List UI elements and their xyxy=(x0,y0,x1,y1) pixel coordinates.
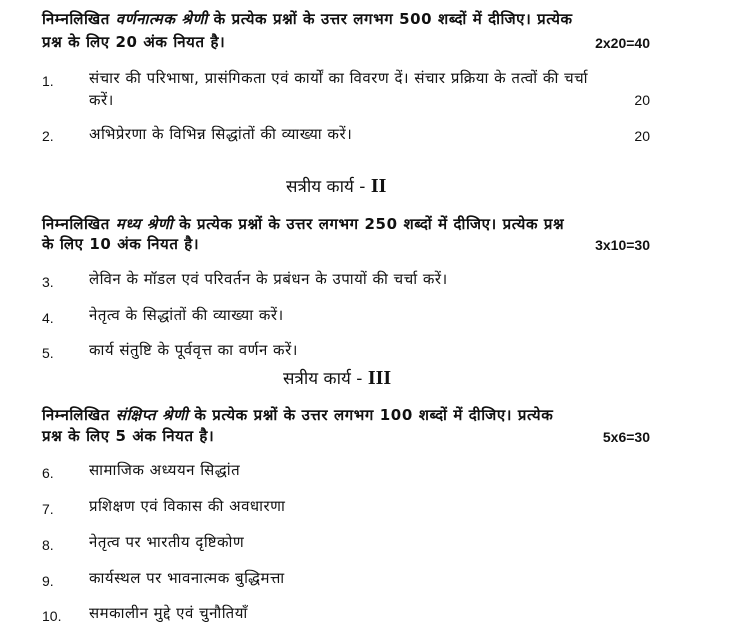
section2-marks-formula: 3x10=30 xyxy=(595,237,650,253)
instruction-text: निम्नलिखित xyxy=(42,406,116,424)
section3-instruction-line1 xyxy=(42,405,553,425)
section3-marks-formula: 5x6=30 xyxy=(602,429,650,445)
question-number: 3. xyxy=(42,274,54,290)
question-text: कार्य संतुष्टि के पूर्ववृत्त का वर्णन करें। xyxy=(89,341,298,359)
question-number: 5. xyxy=(42,345,54,361)
heading-text: सत्रीय कार्य - xyxy=(286,177,371,197)
question-text: अभिप्रेरणा के विभिन्न सिद्धांतों की व्याख्या करें। xyxy=(89,125,353,143)
heading-roman-numeral: III xyxy=(367,367,392,389)
instruction-text: के प्रत्येक प्रश्नों के उत्तर लगभग 100 शब्दों में दीजिए। प्रत्येक xyxy=(188,406,554,424)
question-text: समकालीन मुद्दे एवं चुनौतियाँ xyxy=(89,604,248,622)
section2-instruction-line1 xyxy=(42,214,564,234)
question-text: नेतृत्व पर भारतीय दृष्टिकोण xyxy=(89,533,245,551)
instruction-text: के प्रत्येक प्रश्नों के उत्तर लगभग 500 शब्दों में दीजिए। प्रत्येक xyxy=(207,10,573,28)
question-text: सामाजिक अध्ययन सिद्धांत xyxy=(89,461,241,479)
section1-marks-formula: 2x20=40 xyxy=(595,35,650,51)
question-text: कार्यस्थल पर भावनात्मक बुद्धिमत्ता xyxy=(89,569,285,587)
category-label: वर्णनात्मक श्रेणी xyxy=(115,10,208,28)
heading-text: सत्रीय कार्य - xyxy=(283,369,368,389)
category-label: मध्य श्रेणी xyxy=(115,215,174,233)
section-heading-3 xyxy=(283,366,391,390)
question-number: 10. xyxy=(42,608,62,624)
question-text: प्रशिक्षण एवं विकास की अवधारणा xyxy=(89,497,286,515)
category-label: संक्षिप्त श्रेणी xyxy=(115,406,189,424)
instruction-text: निम्नलिखित xyxy=(42,215,116,233)
question-number: 9. xyxy=(42,573,54,589)
question-marks: 20 xyxy=(634,128,650,144)
question-marks: 20 xyxy=(634,92,650,108)
heading-roman-numeral: II xyxy=(370,175,387,197)
instruction-text: निम्नलिखित xyxy=(42,10,116,28)
question-number: 1. xyxy=(42,73,54,89)
question-text: लेविन के मॉडल एवं परिवर्तन के प्रबंधन के उपायों की चर्चा करें। xyxy=(89,270,448,288)
section3-instruction-line2: प्रश्न के लिए 5 अंक नियत है। xyxy=(42,427,215,445)
question-number: 8. xyxy=(42,537,54,553)
section1-instruction-line1 xyxy=(42,9,573,29)
instruction-text: के प्रत्येक प्रश्नों के उत्तर लगभग 250 शब्दों में दीजिए। प्रत्येक प्रश्न xyxy=(173,215,565,233)
question-text: नेतृत्व के सिद्धांतों की व्याख्या करें। xyxy=(89,306,284,324)
section1-instruction-line2: प्रश्न के लिए 20 अंक नियत है। xyxy=(42,33,226,51)
question-text: संचार की परिभाषा, प्रासंगिकता एवं कार्यों का विवरण दें। संचार प्रक्रिया के तत्वों की चर्चा xyxy=(89,69,589,87)
question-number: 7. xyxy=(42,501,54,517)
section-heading-2 xyxy=(286,174,386,198)
section2-instruction-line2: के लिए 10 अंक नियत है। xyxy=(42,235,200,253)
question-number: 6. xyxy=(42,465,54,481)
question-number: 4. xyxy=(42,310,54,326)
question-number: 2. xyxy=(42,128,54,144)
question-text-continued: करें। xyxy=(89,91,114,109)
